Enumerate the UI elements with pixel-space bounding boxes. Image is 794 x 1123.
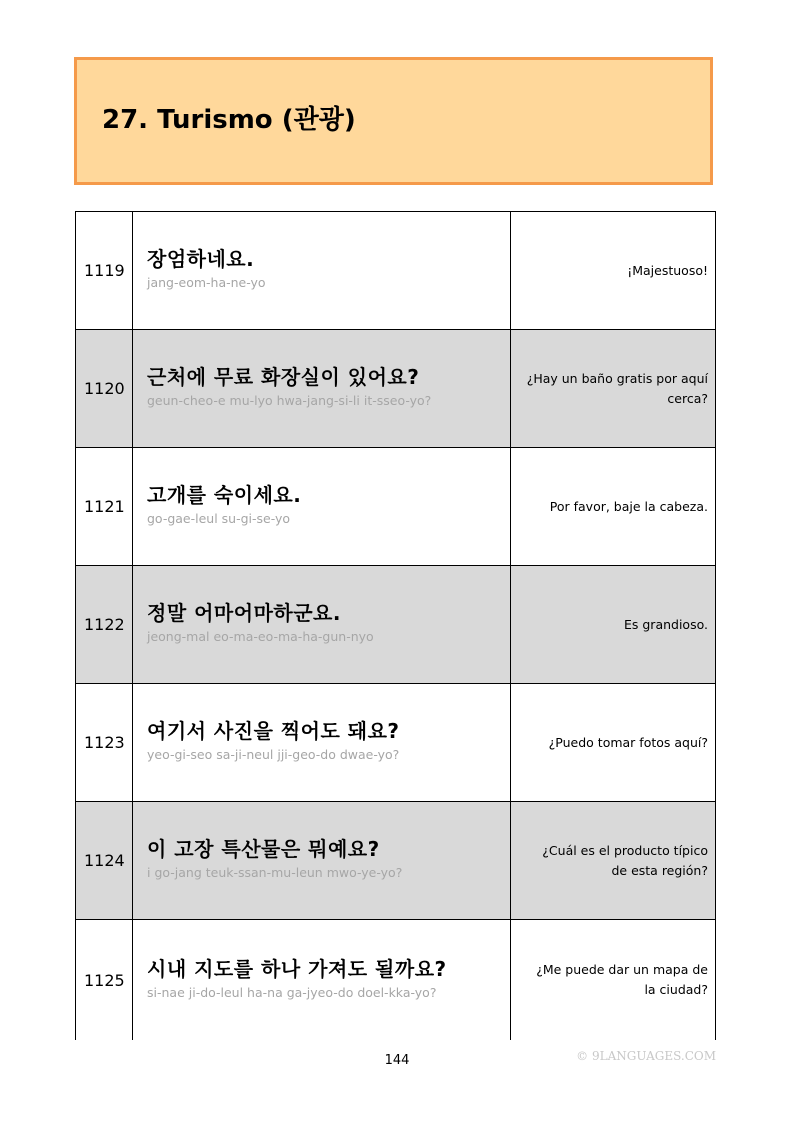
table-row: [75, 566, 715, 684]
phrase-table: [75, 211, 716, 1040]
spanish-translation: ¿Hay un baño gratis por aquí cerca?: [510, 330, 715, 447]
korean-cell: [132, 920, 510, 1040]
romanization: i go-jang teuk-ssan-mu-leun mwo-ye-yo?: [147, 865, 403, 880]
table-row: [75, 684, 715, 802]
phrase-number: 1122: [75, 566, 132, 683]
romanization: go-gae-leul su-gi-se-yo: [147, 511, 291, 526]
watermark: © 9LANGUAGES.COM: [576, 1049, 716, 1063]
korean-cell: [132, 448, 510, 565]
korean-phrase: 장엄하네요.: [147, 247, 255, 271]
korean-cell: [132, 212, 510, 329]
korean-cell: [132, 802, 510, 919]
romanization: jang-eom-ha-ne-yo: [147, 275, 266, 290]
korean-phrase: 정말 어마어마하군요.: [147, 601, 341, 625]
table-row: [75, 330, 715, 448]
spanish-translation: ¡Majestuoso!: [510, 212, 715, 329]
table-row: [75, 920, 715, 1040]
korean-cell: [132, 684, 510, 801]
spanish-translation: Es grandioso.: [510, 566, 715, 683]
spanish-translation: Por favor, baje la cabeza.: [510, 448, 715, 565]
phrase-number: 1120: [75, 330, 132, 447]
chapter-title: 27. Turismo (관광): [102, 105, 356, 135]
phrase-number: 1124: [75, 802, 132, 919]
korean-phrase: 여기서 사진을 찍어도 돼요?: [147, 719, 400, 743]
romanization: yeo-gi-seo sa-ji-neul jji-geo-do dwae-yo?: [147, 747, 400, 762]
phrase-number: 1121: [75, 448, 132, 565]
romanization: jeong-mal eo-ma-eo-ma-ha-gun-nyo: [147, 629, 374, 644]
korean-phrase: 시내 지도를 하나 가져도 될까요?: [147, 956, 447, 981]
romanization: si-nae ji-do-leul ha-na ga-jyeo-do doel-kka-yo?: [147, 984, 437, 1000]
page-number: 144: [384, 1053, 410, 1068]
spanish-translation: ¿Me puede dar un mapa de la ciudad?: [510, 920, 715, 1040]
phrase-number: 1119: [75, 212, 132, 329]
romanization: geun-cheo-e mu-lyo hwa-jang-si-li it-sseo-yo?: [147, 393, 432, 408]
korean-phrase: 고개를 숙이세요.: [147, 483, 302, 507]
table-row: [75, 448, 715, 566]
korean-phrase: 근처에 무료 화장실이 있어요?: [147, 365, 420, 389]
korean-cell: [132, 566, 510, 683]
korean-cell: [132, 330, 510, 447]
spanish-translation: ¿Puedo tomar fotos aquí?: [510, 684, 715, 801]
phrase-number: 1123: [75, 684, 132, 801]
phrase-number: 1125: [75, 920, 132, 1040]
spanish-translation: ¿Cuál es el producto típico de esta región?: [510, 802, 715, 919]
table-row: [75, 802, 715, 920]
korean-phrase: 이 고장 특산물은 뭐예요?: [147, 837, 380, 861]
chapter-title-box: [74, 57, 713, 185]
table-row: [75, 212, 715, 330]
